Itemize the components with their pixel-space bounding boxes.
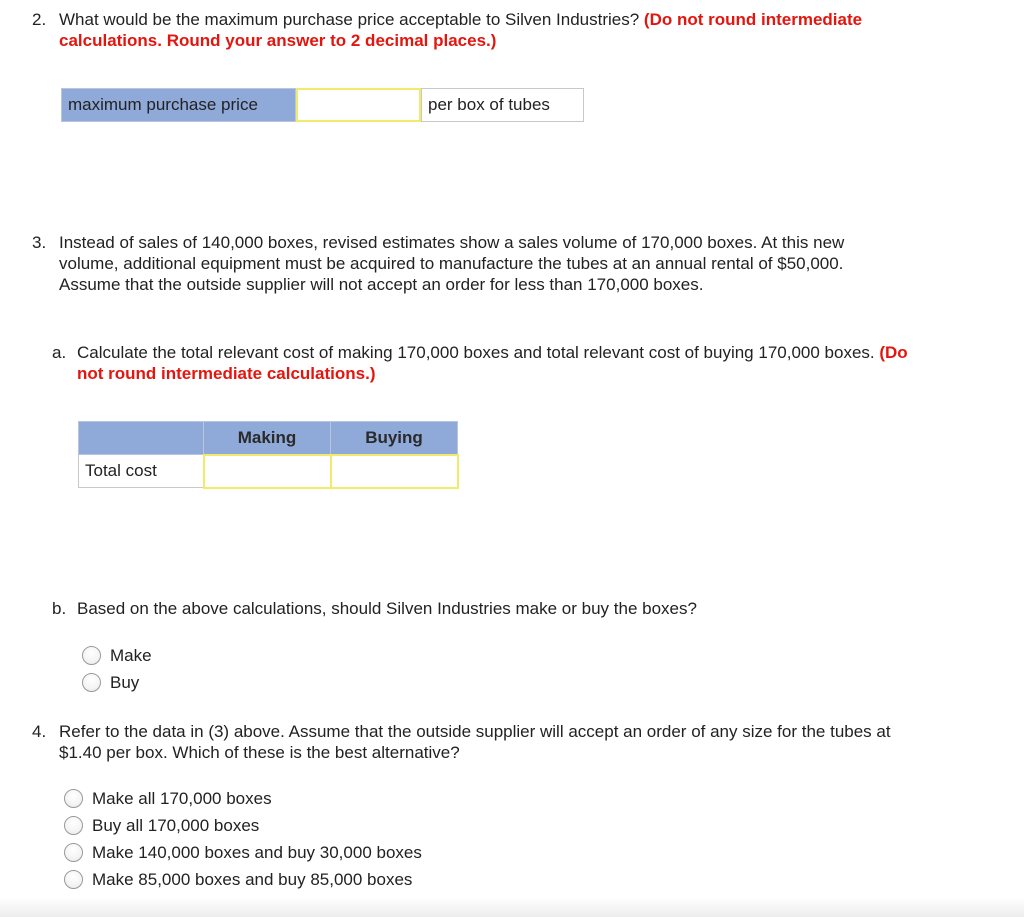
bottom-divider — [0, 897, 1024, 917]
question-number: b. — [52, 599, 67, 618]
question-text — [32, 9, 872, 51]
question-3a — [52, 342, 912, 384]
making-total-cost-input[interactable] — [204, 455, 331, 488]
answer-unit: per box of tubes — [421, 88, 584, 122]
row-label-total-cost: Total cost — [79, 455, 204, 488]
question-3b — [52, 598, 912, 619]
question-prompt: Calculate the total relevant cost of making 170,000 boxes and total relevant cost of buying 170,000 boxes. — [77, 343, 875, 362]
radio-button[interactable] — [64, 843, 83, 862]
option-label: Make 85,000 boxes and buy 85,000 boxes — [92, 869, 413, 889]
question-number: a. — [52, 343, 67, 362]
table-header-making: Making — [204, 422, 331, 455]
option-make-85k-buy-85k[interactable] — [64, 866, 422, 893]
question-number: 2. — [32, 10, 47, 29]
option-label: Make — [110, 645, 152, 665]
radio-button[interactable] — [82, 646, 101, 665]
question-text: Refer to the data in (3) above. Assume that the outside supplier will accept an order of any size for the tubes at $1.40 per box. Which of these is the best alternative? — [59, 722, 891, 762]
option-label: Buy — [110, 672, 140, 692]
option-label: Make all 170,000 boxes — [92, 788, 272, 808]
question-instruction: (Do not round intermediate calculations. Round your answer to 2 decimal places.) — [59, 10, 863, 50]
option-make-all[interactable] — [64, 785, 422, 812]
question-text: Based on the above calculations, should Silven Industries make or buy the boxes? — [77, 599, 697, 618]
radio-button[interactable] — [82, 673, 101, 692]
buying-total-cost-input[interactable] — [331, 455, 458, 488]
cost-table — [78, 421, 459, 489]
table-header-row — [79, 422, 458, 455]
max-price-input[interactable] — [296, 88, 421, 122]
option-label: Make 140,000 boxes and buy 30,000 boxes — [92, 842, 422, 862]
best-alternative-options — [64, 785, 422, 893]
table-row — [79, 455, 458, 488]
question-4 — [32, 721, 912, 763]
question-prompt: What would be the maximum purchase price acceptable to Silven Industries? — [59, 10, 640, 29]
question-number: 4. — [32, 722, 47, 741]
question-3 — [32, 232, 892, 295]
option-buy-all[interactable] — [64, 812, 422, 839]
radio-button[interactable] — [64, 816, 83, 835]
radio-button[interactable] — [64, 789, 83, 808]
option-make[interactable] — [82, 642, 152, 669]
option-buy[interactable] — [82, 669, 152, 696]
question-2 — [32, 9, 872, 51]
question-number: 3. — [32, 233, 47, 252]
question-text: Instead of sales of 140,000 boxes, revised estimates show a sales volume of 170,000 boxes. At this new volume, additional equipment must be acquired to manufacture the tubes at an annual rental of $50,000. Assume that the outside supplier will not accept an order for less than 170,000 boxes. — [59, 233, 845, 294]
option-label: Buy all 170,000 boxes — [92, 815, 260, 835]
answer-row-max-price — [61, 88, 584, 122]
table-header-blank — [79, 422, 204, 455]
radio-button[interactable] — [64, 870, 83, 889]
answer-label: maximum purchase price — [61, 88, 296, 122]
option-make-140k-buy-30k[interactable] — [64, 839, 422, 866]
question-text — [52, 342, 912, 384]
question-instruction: (Do not round intermediate calculations.) — [77, 343, 908, 383]
make-or-buy-options — [82, 642, 152, 696]
table-header-buying: Buying — [331, 422, 458, 455]
